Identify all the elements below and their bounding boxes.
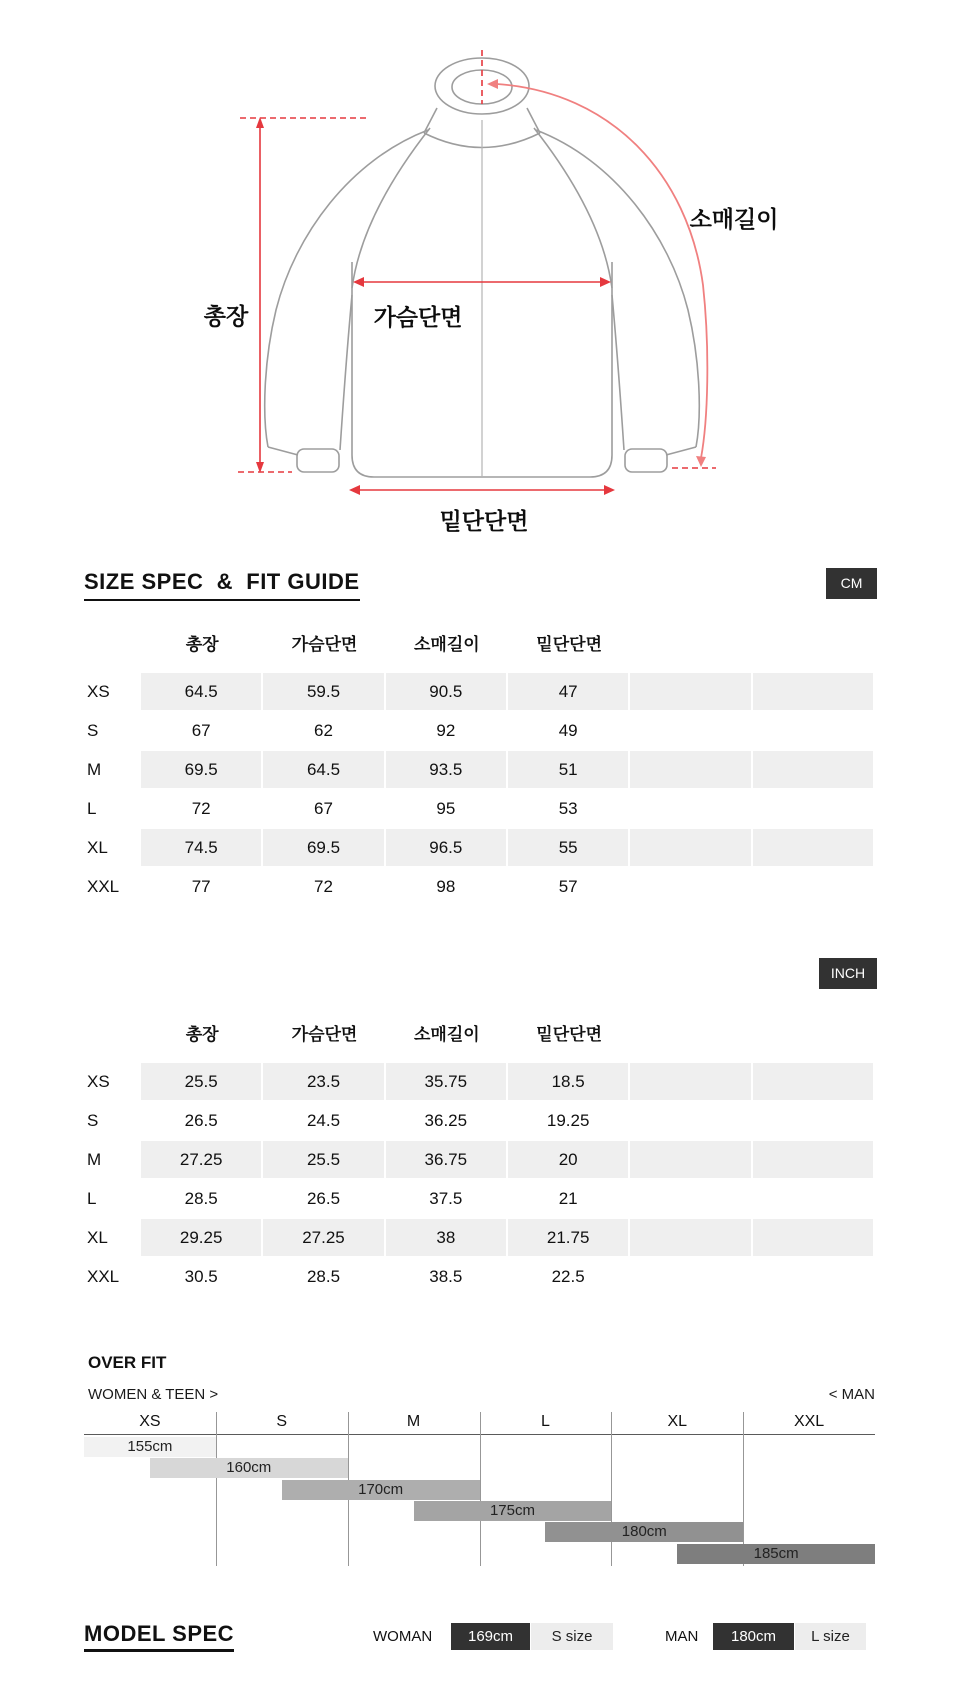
size-label: M (87, 1150, 102, 1169)
table-cell: 67 (191, 721, 211, 740)
table-cell (630, 673, 750, 710)
table-cell: 27.25 (263, 1219, 383, 1256)
sleeve-inner-left (340, 295, 352, 450)
table-row (82, 672, 875, 711)
table-cell (753, 1219, 873, 1256)
size-label: XS (87, 682, 110, 701)
table-cell: 21 (558, 1189, 578, 1208)
table-cell: 69.5 (141, 751, 261, 788)
table-row (82, 789, 875, 828)
table-cell: 23.5 (263, 1063, 383, 1100)
table-cell: 72 (314, 877, 333, 896)
table-header-row (82, 628, 875, 662)
size-label: XXL (87, 877, 120, 896)
table-cell (753, 790, 873, 827)
cm-unit-badge: CM (826, 568, 877, 599)
fit-height-bar: 185cm (677, 1544, 875, 1564)
table-cell: 26.5 (184, 1111, 218, 1130)
table-cell: 92 (436, 721, 456, 740)
table-cell: 19.25 (546, 1111, 590, 1130)
fit-height-bar: 155cm (84, 1437, 216, 1457)
table-cell: 59.5 (263, 673, 383, 710)
table-cell: 22.5 (551, 1267, 585, 1286)
table-cell: 26.5 (306, 1189, 341, 1208)
total-length-label: 총장 (203, 303, 249, 329)
column-header: 밑단단면 (536, 635, 602, 654)
sleeve-length-label: 소매길이 (689, 206, 779, 232)
size-label: XXL (87, 1267, 120, 1286)
column-header: 총장 (185, 1025, 219, 1044)
collar-band-right (527, 108, 540, 133)
sleeve-inner-right (612, 295, 624, 450)
table-row (82, 1140, 875, 1179)
model-label: WOMAN (373, 1628, 433, 1645)
size-label: S (87, 721, 99, 740)
table-cell (630, 712, 750, 749)
table-cell: 57 (558, 877, 578, 896)
table-cell: 30.5 (184, 1267, 218, 1286)
table-cell: 36.25 (424, 1111, 468, 1130)
fit-size-label: XXL (793, 1413, 825, 1430)
table-cell (630, 1180, 750, 1217)
table-cell: 67 (314, 799, 333, 818)
fit-size-label: L (540, 1413, 550, 1430)
table-cell (630, 1102, 750, 1139)
table-cell: 25.5 (263, 1141, 383, 1178)
sleeve-cuff-join-right (666, 447, 696, 455)
table-cell (630, 868, 750, 905)
table-cell (630, 1219, 750, 1256)
column-header: 소매길이 (413, 635, 480, 654)
table-cell: 49 (558, 721, 578, 740)
table-cell: 29.25 (141, 1219, 261, 1256)
table-cell: 98 (436, 877, 456, 896)
table-row (82, 1218, 875, 1257)
table-row (82, 1179, 875, 1218)
inch-unit-badge: INCH (819, 958, 877, 989)
size-spec-title: SIZE SPEC & FIT GUIDE (84, 569, 360, 601)
table-cell (753, 1063, 873, 1100)
table-cell: 96.5 (386, 829, 506, 866)
table-cell: 25.5 (141, 1063, 261, 1100)
sleeve-outer-left (265, 130, 428, 447)
table-cell: 64.5 (141, 673, 261, 710)
table-cell: 62 (314, 721, 333, 740)
fit-height-bar: 170cm (282, 1480, 480, 1500)
table-cell (753, 712, 873, 749)
fit-height-bar: 175cm (414, 1501, 612, 1521)
jacket-diagram (0, 0, 960, 560)
over-fit-title: OVER FIT (88, 1353, 167, 1372)
fit-column-divider (611, 1412, 612, 1566)
model-height-badge: 169cm (451, 1623, 530, 1650)
cm-size-table (82, 628, 875, 906)
table-cell: 55 (508, 829, 628, 866)
inch-size-table (82, 1018, 875, 1296)
table-cell (630, 829, 750, 866)
table-cell (753, 868, 873, 905)
table-rows (82, 672, 875, 906)
column-header: 가슴단면 (291, 1025, 358, 1044)
table-row (82, 1257, 875, 1296)
table-cell (753, 829, 873, 866)
fit-size-label: M (406, 1413, 421, 1430)
table-cell: 18.5 (508, 1063, 628, 1100)
size-label: S (87, 1111, 99, 1130)
cuff-left (297, 449, 339, 472)
size-label: L (87, 799, 97, 818)
table-cell: 20 (508, 1141, 628, 1178)
over-fit-chart (84, 1410, 875, 1568)
table-cell (753, 751, 873, 788)
fit-size-label: S (276, 1413, 288, 1430)
table-cell: 37.5 (429, 1189, 463, 1208)
model-height-badge: 180cm (713, 1623, 794, 1650)
table-cell: 27.25 (141, 1141, 261, 1178)
table-cell (630, 1141, 750, 1178)
size-label: XL (87, 1228, 108, 1247)
raglan-seam-right (534, 128, 612, 288)
table-cell: 36.75 (386, 1141, 506, 1178)
man-label: < MAN (828, 1386, 875, 1403)
column-header: 소매길이 (413, 1025, 480, 1044)
table-cell: 24.5 (306, 1111, 341, 1130)
table-row (82, 711, 875, 750)
model-size-badge: S size (531, 1623, 613, 1650)
table-cell: 72 (191, 799, 211, 818)
model-label: MAN (665, 1628, 699, 1645)
fit-height-bar: 160cm (150, 1458, 348, 1478)
size-label: M (87, 760, 102, 779)
table-cell: 90.5 (386, 673, 506, 710)
sleeve-outer-right (536, 130, 699, 447)
table-cell (753, 1180, 873, 1217)
table-row (82, 867, 875, 906)
fit-column-divider (480, 1412, 481, 1566)
table-cell (753, 673, 873, 710)
raglan-seam-left (352, 128, 430, 288)
table-row (82, 1101, 875, 1140)
fit-size-label: XL (667, 1413, 688, 1430)
table-cell (630, 1063, 750, 1100)
table-cell: 51 (508, 751, 628, 788)
table-cell: 28.5 (306, 1267, 341, 1286)
table-cell: 95 (436, 799, 456, 818)
table-header-row (82, 1018, 875, 1052)
table-row (82, 750, 875, 789)
measurement-arrows (238, 50, 716, 495)
column-header: 총장 (185, 635, 219, 654)
fit-size-label: XS (139, 1413, 161, 1430)
cuff-right (625, 449, 667, 472)
table-rows (82, 1062, 875, 1296)
column-header: 가슴단면 (291, 635, 358, 654)
jacket-outline (265, 58, 700, 477)
model-spec-title: MODEL SPEC (84, 1621, 234, 1652)
fit-height-bar: 180cm (545, 1522, 743, 1542)
fit-column-divider (216, 1412, 217, 1566)
table-cell: 38 (386, 1219, 506, 1256)
table-cell: 47 (508, 673, 628, 710)
sleeve-cuff-join-left (268, 447, 298, 455)
table-cell: 28.5 (184, 1189, 218, 1208)
hem-width-label: 밑단단면 (439, 508, 529, 534)
table-row (82, 1062, 875, 1101)
table-cell (753, 1258, 873, 1295)
women-teen-label: WOMEN & TEEN > (88, 1386, 219, 1403)
table-cell: 38.5 (429, 1267, 463, 1286)
table-cell: 74.5 (141, 829, 261, 866)
chest-width-label: 가슴단면 (373, 304, 463, 330)
table-cell: 35.75 (386, 1063, 506, 1100)
table-cell: 77 (191, 877, 211, 896)
collar-band-left (424, 108, 437, 133)
table-cell: 21.75 (508, 1219, 628, 1256)
table-cell (753, 1141, 873, 1178)
table-cell: 93.5 (386, 751, 506, 788)
size-label: XS (87, 1072, 110, 1091)
size-label: L (87, 1189, 97, 1208)
table-cell (753, 1102, 873, 1139)
table-cell (630, 790, 750, 827)
size-label: XL (87, 838, 108, 857)
column-header: 밑단단면 (536, 1025, 602, 1044)
table-cell (630, 1258, 750, 1295)
table-cell (630, 751, 750, 788)
model-size-badge: L size (795, 1623, 866, 1650)
table-cell: 64.5 (263, 751, 383, 788)
table-row (82, 828, 875, 867)
table-cell: 69.5 (263, 829, 383, 866)
table-cell: 53 (558, 799, 578, 818)
